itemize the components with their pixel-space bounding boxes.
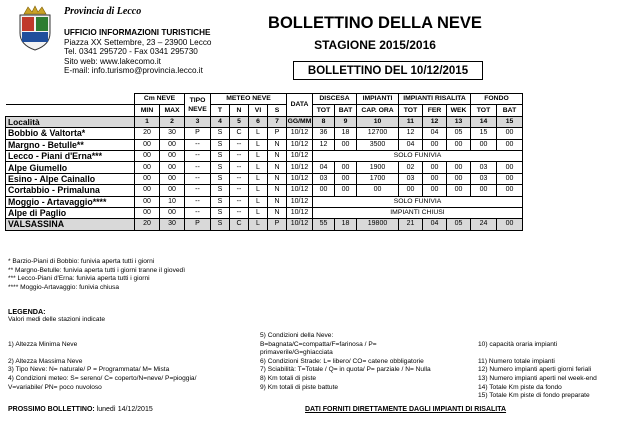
table-cell: 00 xyxy=(471,185,497,196)
table-cell: 03 xyxy=(313,173,335,184)
table-cell: 03 xyxy=(399,173,423,184)
table-cell: -- xyxy=(185,173,211,184)
legend-item xyxy=(8,349,196,358)
header-cm-neve: Cm NEVE xyxy=(135,94,185,105)
column-number: 11 xyxy=(399,116,423,127)
legend-item: B=bagnata/C=compatta/F=farinosa / P= xyxy=(260,340,377,348)
legend-item: V=variabile/ PN= poco nuvoloso xyxy=(8,383,102,391)
table-cell: N xyxy=(268,150,287,161)
legend-item: primaverile/G=ghiacciata xyxy=(260,349,333,357)
legend-item: 6) Condizioni Strade: L= libero/ CO= catene obbligatorie xyxy=(260,357,424,365)
legend-item: 4) Condizioni meteo: S= sereno/ C= coperto/N=neve/ P=pioggia/ xyxy=(8,374,197,382)
table-row xyxy=(6,196,523,207)
localita-header: Località xyxy=(6,116,135,127)
station-name: Esino - Alpe Cainallo xyxy=(6,173,135,184)
table-cell: -- xyxy=(185,139,211,150)
station-name: Margno - Betulle** xyxy=(6,139,135,150)
office-email: E-mail: info.turismo@provincia.lecco.it xyxy=(64,66,203,76)
total-cell: L xyxy=(249,219,268,230)
legend-item xyxy=(478,332,597,341)
table-cell: L xyxy=(249,196,268,207)
table-cell: 05 xyxy=(447,128,471,139)
legend-column-1 xyxy=(8,332,196,392)
page-title: BOLLETTINO DELLA NEVE xyxy=(268,14,482,32)
table-cell: 00 xyxy=(447,139,471,150)
table-row xyxy=(6,139,523,150)
total-cell: 24 xyxy=(471,219,497,230)
column-number: 1 xyxy=(135,116,160,127)
sub-header-cell: WEK xyxy=(447,105,471,116)
table-cell: 03 xyxy=(471,173,497,184)
table-cell: C xyxy=(230,128,249,139)
sub-header-cell: N xyxy=(230,105,249,116)
table-cell: 1700 xyxy=(357,173,399,184)
table-cell: 15 xyxy=(471,128,497,139)
legend-item: 11) Numero totale impianti xyxy=(478,357,555,365)
footnote: **** Moggio-Artavaggio: funivia chiusa xyxy=(8,283,120,291)
office-name: UFFICIO INFORMAZIONI TURISTICHE xyxy=(64,28,211,37)
table-cell: N xyxy=(268,139,287,150)
table-cell: 00 xyxy=(335,162,357,173)
legend-title: LEGENDA: xyxy=(8,307,46,316)
table-cell: 00 xyxy=(423,173,447,184)
next-bulletin-label: PROSSIMO BOLLETTINO: xyxy=(8,406,95,413)
table-cell: 00 xyxy=(497,173,523,184)
table-row xyxy=(6,185,523,196)
table-cell: 10/12 xyxy=(287,207,313,218)
table-cell: 20 xyxy=(135,128,160,139)
table-cell: N xyxy=(268,185,287,196)
office-phone: Tel. 0341 295720 - Fax 0341 295730 xyxy=(64,47,198,57)
table-cell: N xyxy=(268,207,287,218)
table-cell: 00 xyxy=(135,196,160,207)
station-name: Alpe di Paglio xyxy=(6,207,135,218)
table-cell: 18 xyxy=(335,128,357,139)
table-cell: 00 xyxy=(423,185,447,196)
table-cell: 00 xyxy=(160,185,185,196)
season-subtitle: STAGIONE 2015/2016 xyxy=(314,38,436,52)
province-name: Provincia di Lecco xyxy=(64,6,142,17)
table-row xyxy=(6,173,523,184)
footnote: ** Margno-Betulle: funivia aperta tutti i giorni tranne il giovedì xyxy=(8,266,186,274)
bulletin-date: BOLLETTINO DEL 10/12/2015 xyxy=(293,61,483,80)
table-cell: -- xyxy=(185,196,211,207)
province-crest-icon xyxy=(16,5,54,51)
total-cell: C xyxy=(230,219,249,230)
table-cell: 00 xyxy=(135,173,160,184)
total-name: VALSASSINA xyxy=(6,219,135,230)
table-cell: 00 xyxy=(160,207,185,218)
legend-item: 3) Tipo Neve: N= naturale/ P = Programmata/ M= Mista xyxy=(8,366,170,374)
legend-item: 7) Sciabilità: T=Totale / Q= in quota/ P= parziale / N= Nulla xyxy=(260,366,431,374)
total-cell: P xyxy=(268,219,287,230)
next-bulletin-date: lunedì 14/12/2015 xyxy=(94,406,153,413)
table-cell: 10/12 xyxy=(287,150,313,161)
sub-header-cell: CAP. ORA xyxy=(357,105,399,116)
table-cell: -- xyxy=(185,207,211,218)
table-cell: -- xyxy=(230,139,249,150)
table-cell: 00 xyxy=(135,185,160,196)
total-cell: 04 xyxy=(423,219,447,230)
table-cell: 04 xyxy=(313,162,335,173)
table-cell: 00 xyxy=(313,185,335,196)
sub-header-cell: TOT xyxy=(313,105,335,116)
table-cell: S xyxy=(211,162,230,173)
table-cell: 03 xyxy=(471,162,497,173)
sub-header-cell: TOT xyxy=(399,105,423,116)
total-cell: 30 xyxy=(160,219,185,230)
table-cell: -- xyxy=(230,150,249,161)
table-cell: P xyxy=(185,128,211,139)
column-number: 2 xyxy=(160,116,185,127)
table-cell: 10/12 xyxy=(287,128,313,139)
table-cell: N xyxy=(268,162,287,173)
legend-item xyxy=(478,349,597,358)
total-cell: S xyxy=(211,219,230,230)
table-cell: 00 xyxy=(497,185,523,196)
merged-status-cell: SOLO FUNIVIA xyxy=(313,150,523,161)
legend-item: 10) capacità oraria impianti xyxy=(478,340,558,348)
legend-item: 2) Altezza Massima Neve xyxy=(8,357,83,365)
table-cell: 00 xyxy=(335,173,357,184)
station-name: Bobbio & Valtorta* xyxy=(6,128,135,139)
table-cell: S xyxy=(211,139,230,150)
table-sub-header xyxy=(6,105,523,116)
table-cell: L xyxy=(249,139,268,150)
table-cell: S xyxy=(211,196,230,207)
table-cell: 10/12 xyxy=(287,162,313,173)
table-row xyxy=(6,162,523,173)
table-row xyxy=(6,150,523,161)
table-cell: P xyxy=(268,128,287,139)
table-cell: 00 xyxy=(160,162,185,173)
total-cell: P xyxy=(185,219,211,230)
table-cell: -- xyxy=(185,162,211,173)
header-discesa: DISCESA xyxy=(313,94,357,105)
total-cell: 55 xyxy=(313,219,335,230)
table-cell: 00 xyxy=(423,139,447,150)
legend-column-2 xyxy=(260,332,431,392)
table-cell: 10/12 xyxy=(287,173,313,184)
table-cell: 30 xyxy=(160,128,185,139)
table-cell: 12 xyxy=(399,128,423,139)
table-group-header xyxy=(6,94,523,105)
table-cell: 00 xyxy=(160,173,185,184)
table-cell: L xyxy=(249,128,268,139)
table-cell: -- xyxy=(230,173,249,184)
table-cell: 1900 xyxy=(357,162,399,173)
table-cell: 10/12 xyxy=(287,139,313,150)
legend-item: 13) Numero impianti aperti nel week-end xyxy=(478,374,597,382)
table-cell: 36 xyxy=(313,128,335,139)
legend-item xyxy=(8,332,196,341)
table-cell: 00 xyxy=(160,139,185,150)
sub-header-cell: MAX xyxy=(160,105,185,116)
office-website: Sito web: www.lakecomo.it xyxy=(64,56,161,66)
column-number: 10 xyxy=(357,116,399,127)
total-cell: 05 xyxy=(447,219,471,230)
sub-header-cell: TOT xyxy=(471,105,497,116)
table-cell: 00 xyxy=(135,207,160,218)
total-cell: 10/12 xyxy=(287,219,313,230)
table-cell: 10/12 xyxy=(287,185,313,196)
table-cell: 3500 xyxy=(357,139,399,150)
table-row xyxy=(6,128,523,139)
table-cell: N xyxy=(268,196,287,207)
table-cell: 00 xyxy=(135,150,160,161)
table-cell: 00 xyxy=(497,162,523,173)
table-cell: S xyxy=(211,128,230,139)
column-number: 12 xyxy=(423,116,447,127)
table-cell: L xyxy=(249,150,268,161)
header-fondo: FONDO xyxy=(471,94,523,105)
total-cell: 18 xyxy=(335,219,357,230)
header-tipo-neve: TIPO NEVE xyxy=(185,94,211,117)
total-row xyxy=(6,219,523,230)
table-cell: N xyxy=(268,173,287,184)
legend-item: 9) Km totali di piste battute xyxy=(260,383,339,391)
table-cell: 00 xyxy=(447,162,471,173)
column-number: 6 xyxy=(249,116,268,127)
station-name: Alpe Giumello xyxy=(6,162,135,173)
footnote: *** Lecco-Piani d'Erna: funivia aperta tutti i giorni xyxy=(8,275,150,283)
table-cell: 00 xyxy=(497,139,523,150)
legend-item: 14) Totale Km piste da fondo xyxy=(478,383,562,391)
legend-column-3 xyxy=(478,332,597,401)
table-cell: 00 xyxy=(471,139,497,150)
total-cell: 00 xyxy=(497,219,523,230)
column-number: 3 xyxy=(185,116,211,127)
data-source: DATI FORNITI DIRETTAMENTE DAGLI IMPIANTI DI RISALITA xyxy=(305,406,507,413)
legend-subtitle: Valori medi delle stazioni indicate xyxy=(8,316,106,323)
sub-header-cell: FER xyxy=(423,105,447,116)
table-cell: 00 xyxy=(423,162,447,173)
header-meteo-neve: METEO NEVE xyxy=(211,94,287,105)
sub-header-cell: VI xyxy=(249,105,268,116)
column-number: GG/MM xyxy=(287,116,313,127)
table-cell: -- xyxy=(230,196,249,207)
table-cell: 12700 xyxy=(357,128,399,139)
sub-header-cell: BAT xyxy=(335,105,357,116)
table-cell: -- xyxy=(230,162,249,173)
table-cell: -- xyxy=(185,185,211,196)
total-cell: 20 xyxy=(135,219,160,230)
table-cell: 00 xyxy=(447,173,471,184)
table-cell: S xyxy=(211,185,230,196)
office-address: Piazza XX Settembre, 23 – 23900 Lecco xyxy=(64,37,212,47)
table-cell: 00 xyxy=(160,150,185,161)
table-cell: S xyxy=(211,150,230,161)
column-number: 4 xyxy=(211,116,230,127)
table-cell: 10 xyxy=(160,196,185,207)
merged-status-cell: IMPIANTI CHIUSI xyxy=(313,207,523,218)
column-number-row xyxy=(6,116,523,127)
table-cell: 00 xyxy=(497,128,523,139)
sub-header-cell: MIN xyxy=(135,105,160,116)
sub-header-cell: S xyxy=(268,105,287,116)
total-cell: 21 xyxy=(399,219,423,230)
office-info xyxy=(64,28,211,76)
table-cell: 00 xyxy=(447,185,471,196)
table-cell: S xyxy=(211,173,230,184)
column-number: 14 xyxy=(471,116,497,127)
table-cell: L xyxy=(249,173,268,184)
table-cell: L xyxy=(249,207,268,218)
table-cell: L xyxy=(249,162,268,173)
table-cell: L xyxy=(249,185,268,196)
table-cell: 00 xyxy=(335,139,357,150)
table-cell: -- xyxy=(230,185,249,196)
column-number: 7 xyxy=(268,116,287,127)
column-number: 8 xyxy=(313,116,335,127)
office-header xyxy=(8,3,248,85)
column-number: 5 xyxy=(230,116,249,127)
table-cell: 10/12 xyxy=(287,196,313,207)
legend-item: 8) Km totali di piste xyxy=(260,374,317,382)
table-cell: 00 xyxy=(135,139,160,150)
table-cell: -- xyxy=(185,150,211,161)
table-cell: 04 xyxy=(399,139,423,150)
table-cell: 12 xyxy=(313,139,335,150)
legend-item: 12) Numero impianti aperti giorni feriali xyxy=(478,366,592,374)
table-cell: 04 xyxy=(423,128,447,139)
table-cell: 00 xyxy=(357,185,399,196)
column-number: 13 xyxy=(447,116,471,127)
table-cell: 00 xyxy=(335,185,357,196)
footnote: * Barzio-Piani di Bobbio: funivia aperta tutti i giorni xyxy=(8,258,155,265)
snow-report-table xyxy=(5,93,523,231)
footnotes xyxy=(8,258,185,292)
sub-header-cell: T xyxy=(211,105,230,116)
legend-item: 15) Totale Km piste di fondo preparate xyxy=(478,392,590,400)
column-number: 9 xyxy=(335,116,357,127)
station-name: Lecco - Piani d'Erna*** xyxy=(6,150,135,161)
header-impianti: IMPIANTI xyxy=(357,94,399,105)
table-cell: 00 xyxy=(135,162,160,173)
station-name: Cortabbio - Primaluna xyxy=(6,185,135,196)
header-data: DATA xyxy=(287,94,313,117)
table-cell: -- xyxy=(230,207,249,218)
header-impianti-risalita: IMPIANTI RISALITA xyxy=(399,94,471,105)
legend-item: 1) Altezza Minima Neve xyxy=(8,340,78,348)
legend-item: 5) Condizioni della Neve: xyxy=(260,332,334,339)
table-row xyxy=(6,207,523,218)
table-cell: S xyxy=(211,207,230,218)
sub-header-cell: BAT xyxy=(497,105,523,116)
total-cell: 19800 xyxy=(357,219,399,230)
station-name: Moggio - Artavaggio**** xyxy=(6,196,135,207)
table-cell: 00 xyxy=(399,185,423,196)
next-bulletin xyxy=(8,406,153,413)
table-cell: 02 xyxy=(399,162,423,173)
merged-status-cell: SOLO FUNIVIA xyxy=(313,196,523,207)
column-number: 15 xyxy=(497,116,523,127)
